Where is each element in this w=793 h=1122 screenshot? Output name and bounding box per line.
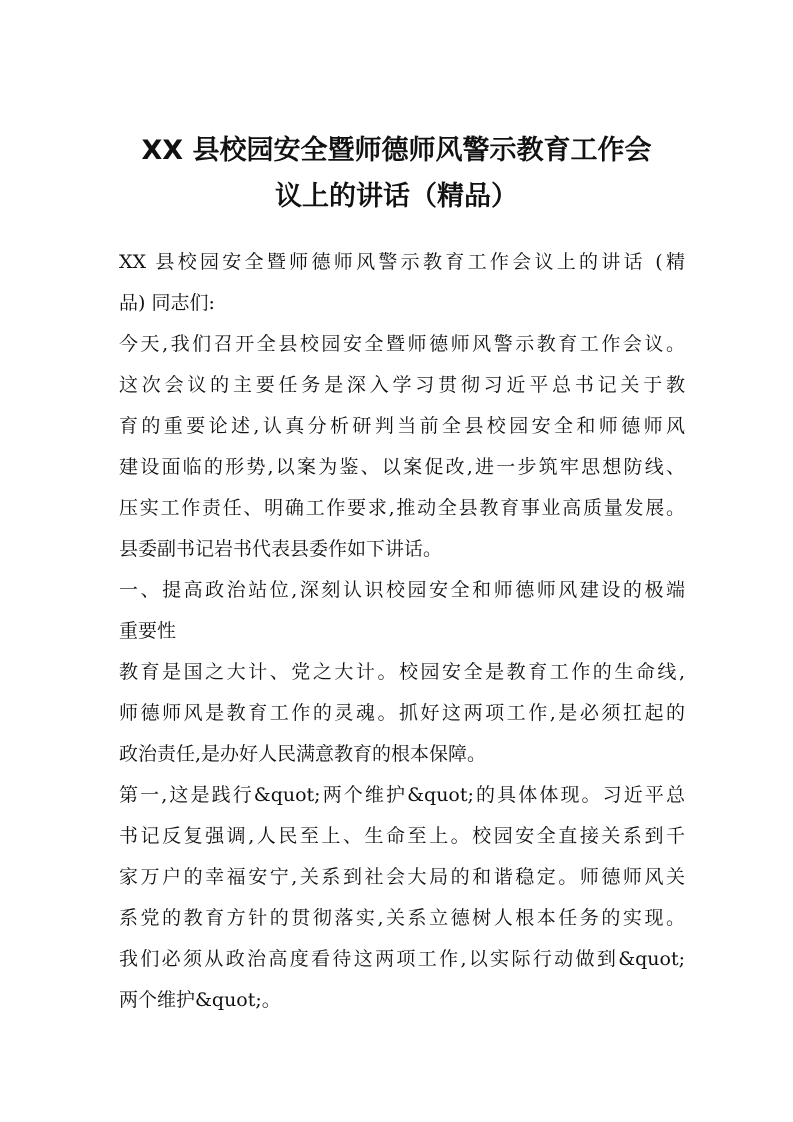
paragraph-line: 第一,这是践行&quot;两个维护&quot;的具体体现。习近平总 [119, 784, 685, 806]
paragraph-line: 重要性 [119, 620, 177, 642]
paragraph-line: 县委副书记岩书代表县委作如下讲话。 [119, 538, 443, 560]
paragraph-line: 这次会议的主要任务是深入学习贯彻习近平总书记关于教 [119, 374, 685, 396]
paragraph-line: 育的重要论述,认真分析研判当前全县校园安全和师德师风 [119, 415, 685, 437]
paragraph-line: 品) 同志们: [119, 292, 215, 314]
paragraph-line: 教育是国之大计、党之大计。校园安全是教育工作的生命线, [119, 661, 685, 683]
paragraph-line: 系党的教育方针的贯彻落实,关系立德树人根本任务的实现。 [119, 907, 685, 929]
paragraph-line: 建设面临的形势,以案为鉴、以案促改,进一步筑牢思想防线、 [119, 456, 685, 478]
paragraph-line: 政治责任,是办好人民满意教育的根本保障。 [119, 743, 487, 765]
paragraph-line: 压实工作责任、明确工作要求,推动全县教育事业高质量发展。 [119, 497, 685, 519]
paragraph-line: 一、提高政治站位,深刻认识校园安全和师德师风建设的极端 [119, 579, 685, 601]
title-line-1: XX 县校园安全暨师德师风警示教育工作会 [141, 135, 652, 166]
paragraph-line: 家万户的幸福安宁,关系到社会大局的和谐稳定。师德师风关 [119, 866, 685, 888]
paragraph-line: XX 县校园安全暨师德师风警示教育工作会议上的讲话 (精 [119, 251, 685, 273]
paragraph-line: 师德师风是教育工作的灵魂。抓好这两项工作,是必须扛起的 [119, 702, 685, 724]
paragraph-line: 我们必须从政治高度看待这两项工作,以实际行动做到&quot; [119, 948, 685, 970]
paragraph-line: 今天,我们召开全县校园安全暨师德师风警示教育工作会议。 [119, 333, 685, 355]
paragraph-line: 两个维护&quot;。 [119, 989, 281, 1011]
paragraph-line: 书记反复强调,人民至上、生命至上。校园安全直接关系到千 [119, 825, 685, 847]
title-line-2: 议上的讲话（精品） [275, 181, 518, 212]
